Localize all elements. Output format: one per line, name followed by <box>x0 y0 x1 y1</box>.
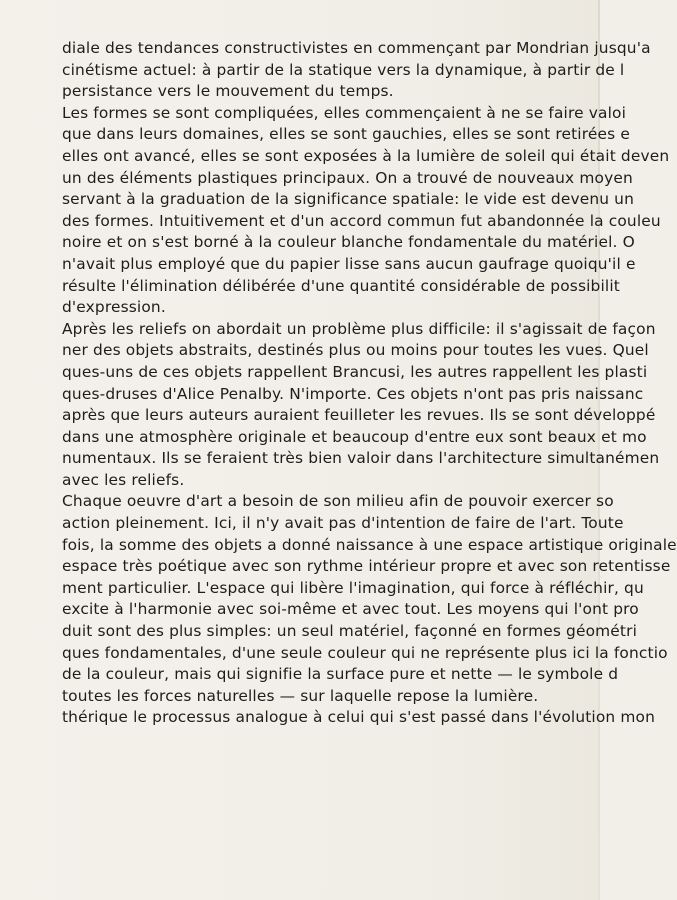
text-line: Chaque oeuvre d'art a besoin de son milieu afin de pouvoir exercer so <box>62 492 614 511</box>
text-line: action pleinement. Ici, il n'y avait pas d'intention de faire de l'art. Toute <box>62 514 624 533</box>
text-line: avec les reliefs. <box>62 470 185 489</box>
text-line: duit sont des plus simples: un seul matériel, façonné en formes géométri <box>62 622 637 641</box>
paragraph <box>62 707 655 729</box>
text-line: espace très poétique avec son rythme intérieur propre et avec son retentisse <box>62 557 671 576</box>
text-line: cinétisme actuel: à partir de la statique vers la dynamique, à partir de l <box>62 60 625 79</box>
text-line: noire et on s'est borné à la couleur blanche fondamentale du matériel. O <box>62 233 635 252</box>
text-line: d'expression. <box>62 298 166 317</box>
text-line: des formes. Intuitivement et d'un accord commun fut abandonnée la couleu <box>62 211 661 230</box>
text-line: diale des tendances constructivistes en commençant par Mondrian jusqu'a <box>62 39 651 57</box>
text-line: excite à l'harmonie avec soi-même et avec tout. Les moyens qui l'ont pro <box>62 600 639 619</box>
text-line: ment particulier. L'espace qui libère l'imagination, qui force à réfléchir, qu <box>62 578 644 597</box>
paragraph <box>62 319 660 492</box>
text-line: dans une atmosphère originale et beaucoup d'entre eux sont beaux et mo <box>62 427 647 446</box>
text-line: servant à la graduation de la significance spatiale: le vide est devenu un <box>62 190 634 209</box>
text-line: Les formes se sont compliquées, elles commençaient à ne se faire valoi <box>62 103 627 122</box>
text-line: ner des objets abstraits, destinés plus ou moins pour toutes les vues. Quel <box>62 341 649 360</box>
text-line: persistance vers le mouvement du temps. <box>62 82 394 101</box>
text-line: que dans leurs domaines, elles se sont gauchies, elles se sont retirées e <box>62 125 630 144</box>
body-text <box>62 38 677 729</box>
text-line: ques fondamentales, d'une seule couleur qui ne représente plus ici la fonctio <box>62 643 668 662</box>
text-line: de la couleur, mais qui signifie la surface pure et nette — le symbole d <box>62 665 619 684</box>
text-line: elles ont avancé, elles se sont exposées à la lumière de soleil qui était deven <box>62 146 670 165</box>
paragraph <box>62 103 670 319</box>
text-line: un des éléments plastiques principaux. On a trouvé de nouveaux moyen <box>62 168 633 187</box>
text-line: ques-druses d'Alice Penalby. N'importe. Ces objets n'ont pas pris naissanc <box>62 384 644 403</box>
text-line: fois, la somme des objets a donné naissance à une espace artistique originale <box>62 535 677 554</box>
text-line: ques-uns de ces objets rappellent Brancusi, les autres rappellent les plasti <box>62 362 648 381</box>
text-line: toutes les forces naturelles — sur laquelle repose la lumière. <box>62 686 539 705</box>
text-line: après que leurs auteurs auraient feuilleter les revues. Ils se sont développé <box>62 406 656 425</box>
paragraph <box>62 491 677 707</box>
text-line: Après les reliefs on abordait un problème plus difficile: il s'agissait de façon <box>62 319 656 338</box>
paragraph <box>62 38 651 103</box>
text-line: thérique le processus analogue à celui qui s'est passé dans l'évolution mon <box>62 708 655 727</box>
text-line: numentaux. Ils se feraient très bien valoir dans l'architecture simultanémen <box>62 449 660 468</box>
text-line: n'avait plus employé que du papier lisse sans aucun gaufrage quoiqu'il e <box>62 254 636 273</box>
text-line: résulte l'élimination délibérée d'une quantité considérable de possibilit <box>62 276 620 295</box>
